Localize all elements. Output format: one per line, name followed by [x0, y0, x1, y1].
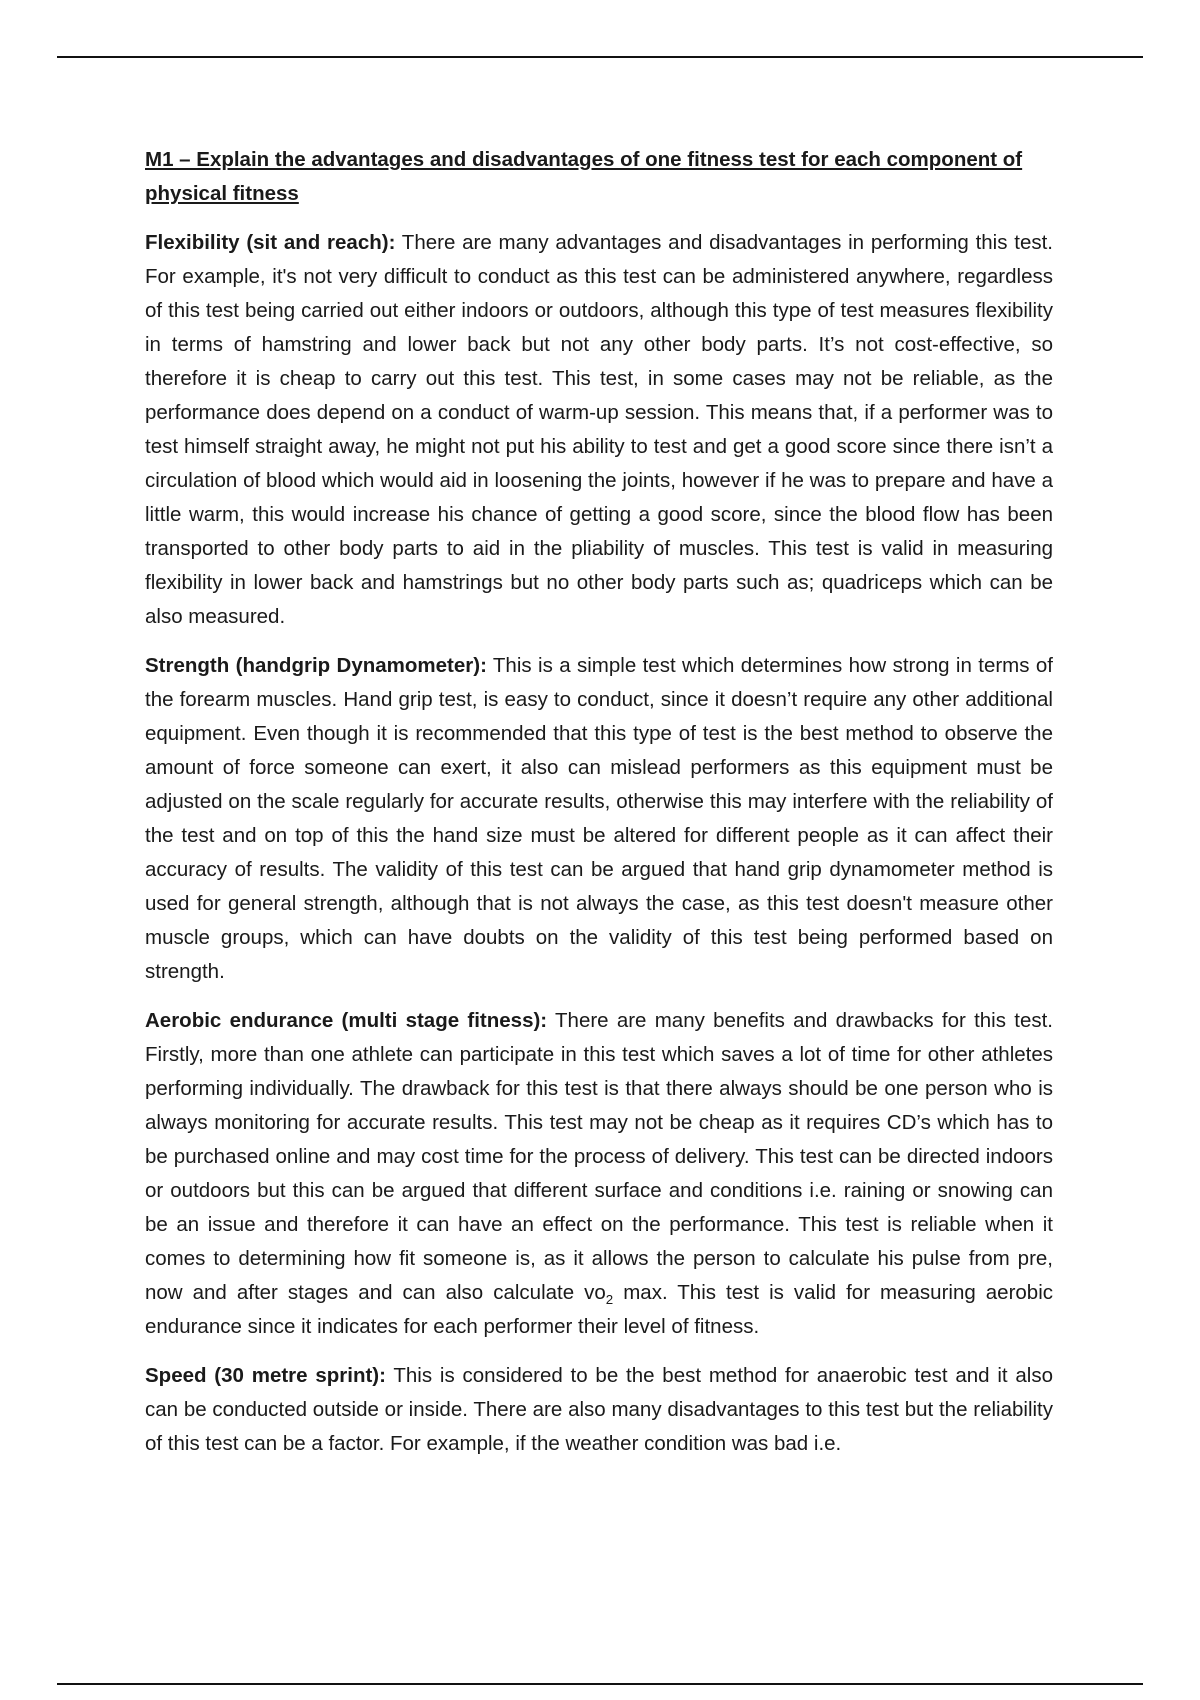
section-text-continued: max. This test is valid for measuring aerobic endurance since it indicates for each performer their level of fitness.: [145, 1281, 1053, 1338]
section-strength: [145, 649, 1053, 989]
subscript-2: 2: [605, 1292, 614, 1308]
section-title: Strength (handgrip Dynamometer):: [145, 654, 487, 677]
top-rule: [57, 56, 1143, 58]
section-text: This is a simple test which determines how strong in terms of the forearm muscles. Hand grip test, is easy to conduct, since it doesn’t require any other additional equipment. Even though it is recommended that this type of test is the best method to observe the amount of force someone can exert, it also can mislead performers as this equipment must be adjusted on the scale regularly for accurate results, otherwise this may interfere with the reliability of the test and on top of this the hand size must be altered for different people as it can affect their accuracy of results. The validity of this test can be argued that hand grip dynamometer method is used for general strength, although that is not always the case, as this test doesn't measure other muscle groups, which can have doubts on the validity of this test being performed based on strength.: [145, 654, 1053, 983]
section-aerobic-endurance: [145, 1004, 1053, 1344]
section-text: There are many advantages and disadvantages in performing this test. For example, it's not very difficult to conduct as this test can be administered anywhere, regardless of this test being carried out either indoors or outdoors, although this type of test measures flexibility in terms of hamstring and lower back but not any other body parts. It’s not cost-effective, so therefore it is cheap to carry out this test. This test, in some cases may not be reliable, as the performance does depend on a conduct of warm-up session. This means that, if a performer was to test himself straight away, he might not put his ability to test and get a good score since there isn’t a circulation of blood which would aid in loosening the joints, however if he was to prepare and have a little warm, this would increase his chance of getting a good score, since the blood flow has been transported to other body parts to aid in the pliability of muscles. This test is valid in measuring flexibility in lower back and hamstrings but no other body parts such as; quadriceps which can be also measured.: [145, 231, 1053, 628]
section-flexibility: [145, 226, 1053, 634]
document-body: [145, 143, 1053, 1476]
section-speed: [145, 1359, 1053, 1461]
section-title: Aerobic endurance (multi stage fitness):: [145, 1009, 548, 1032]
section-title: Speed (30 metre sprint):: [145, 1364, 386, 1387]
bottom-rule: [57, 1683, 1143, 1685]
section-text: This is considered to be the best method for anaerobic test and it also can be conducted outside or inside. There are also many disadvantages to this test but the reliability of this test can be a factor. For example, if the weather condition was bad i.e.: [145, 1364, 1053, 1455]
document-heading: M1 – Explain the advantages and disadvantages of one fitness test for each component of physical fitness: [145, 148, 1023, 205]
section-title: Flexibility (sit and reach):: [145, 231, 396, 254]
section-text: There are many benefits and drawbacks for this test. Firstly, more than one athlete can participate in this test which saves a lot of time for other athletes performing individually. The drawback for this test is that there always should be one person who is always monitoring for accurate results. This test may not be cheap as it requires CD’s which has to be purchased online and may cost time for the process of delivery. This test can be directed indoors or outdoors but this can be argued that different surface and conditions i.e. raining or snowing can be an issue and therefore it can have an effect on the performance. This test is reliable when it comes to determining how fit someone is, as it allows the person to calculate his pulse from pre, now and after stages and can also calculate vo: [145, 1009, 1053, 1304]
